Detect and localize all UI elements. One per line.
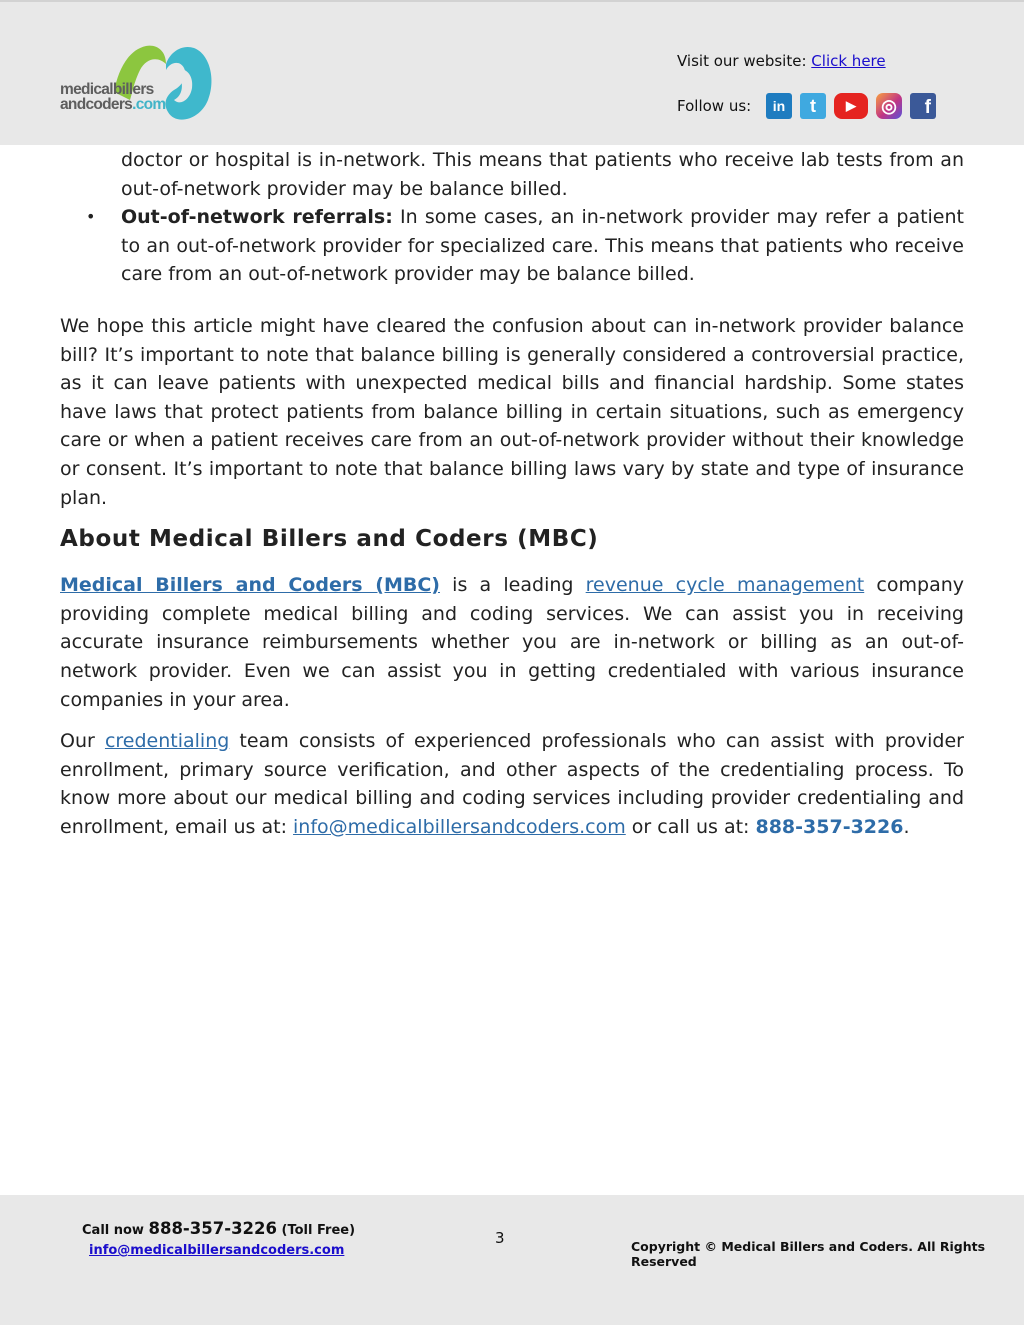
youtube-icon[interactable]: ▶ [834,93,868,119]
website-link[interactable]: Click here [811,52,886,70]
facebook-icon[interactable]: f [910,93,936,119]
footer-email [89,1243,344,1258]
end-period: . [903,815,910,838]
cred-prefix: Our [60,730,105,753]
logo-text [60,82,165,112]
logo-line1: medicalbillers [60,81,154,98]
footer-call [82,1219,355,1238]
page-header [0,0,1024,145]
twitter-icon[interactable]: t [800,93,826,119]
list-item [60,146,964,203]
cred-text: team consists of experienced professionals who can assist with provider enrollment, primary source verification, and other aspects of the credentialing process. To know more about our medical billing and coding services including provider credentialing and enrollment, email us at: [60,730,964,838]
list-item [60,203,964,289]
credentialing-link[interactable]: credentialing [104,730,230,753]
bullet-title: Out-of-network referrals: [121,206,393,229]
footer-call-label: Call now [82,1223,149,1238]
page-number: 3 [495,1229,505,1247]
mbc-text-cont: company providing complete medical billing and coding services. We can assist you in receiving accurate insurance reimbursements whether you are in-network or billing as an out-of-network provider. Even we can assist you in getting credentialed with various insurance companies in your area. [60,574,964,711]
copyright: Copyright © Medical Billers and Coders. All Rights Reserved [631,1239,986,1269]
page-footer [0,1195,1024,1325]
mbc-text: is a leading [439,574,586,597]
footer-toll-free: (Toll Free) [277,1223,356,1238]
bullet-list [60,146,964,289]
footer-email-link[interactable]: info@medicalbillersandcoders.com [89,1243,345,1258]
linkedin-icon[interactable]: in [766,93,792,119]
call-text: or call us at: [625,815,756,838]
company-logo[interactable] [58,40,218,126]
logo-line2: andcoders [60,96,133,113]
logo-suffix: .com [132,96,166,113]
summary-paragraph: We hope this article might have cleared the confusion about can in-network provider balance bill? It’s important to note that balance billing is generally considered a controversial practice, as it can leave patients with unexpected medical bills and financial hardship. Some states have laws that protect patients from balance billing in certain situations, such as emergency care or when a patient receives care from an out-of-network provider without their knowledge or consent. It’s important to note that balance billing laws vary by state and type of insurance plan. [60,314,964,509]
follow-label: Follow us: [677,97,752,115]
mbc-paragraph [60,571,964,714]
social-links [766,93,936,119]
phone-number: 888-357-3226 [755,815,904,838]
mbc-link[interactable]: Medical Billers and Coders (MBC) [60,574,440,597]
credentialing-paragraph [60,727,964,841]
bullet-continuation-text: doctor or hospital is in-network. This means that patients who receive lab tests from an out-of-network provider may be balance billed. [121,149,964,200]
visit-website [677,52,886,70]
article-body [60,146,964,841]
bullet-text: In some cases, an in-network provider may refer a patient to an out-of-network provider for specialized care. This means that patients who receive care from an out-of-network provider may be balance billed. [121,206,964,286]
email-link[interactable]: info@medicalbillersandcoders.com [293,815,626,838]
about-heading: About Medical Billers and Coders (MBC) [60,526,599,553]
rcm-link[interactable]: revenue cycle management [585,574,865,597]
instagram-icon[interactable]: ◎ [876,93,902,119]
footer-phone: 888-357-3226 [148,1219,277,1238]
visit-label: Visit our website: [677,52,807,70]
